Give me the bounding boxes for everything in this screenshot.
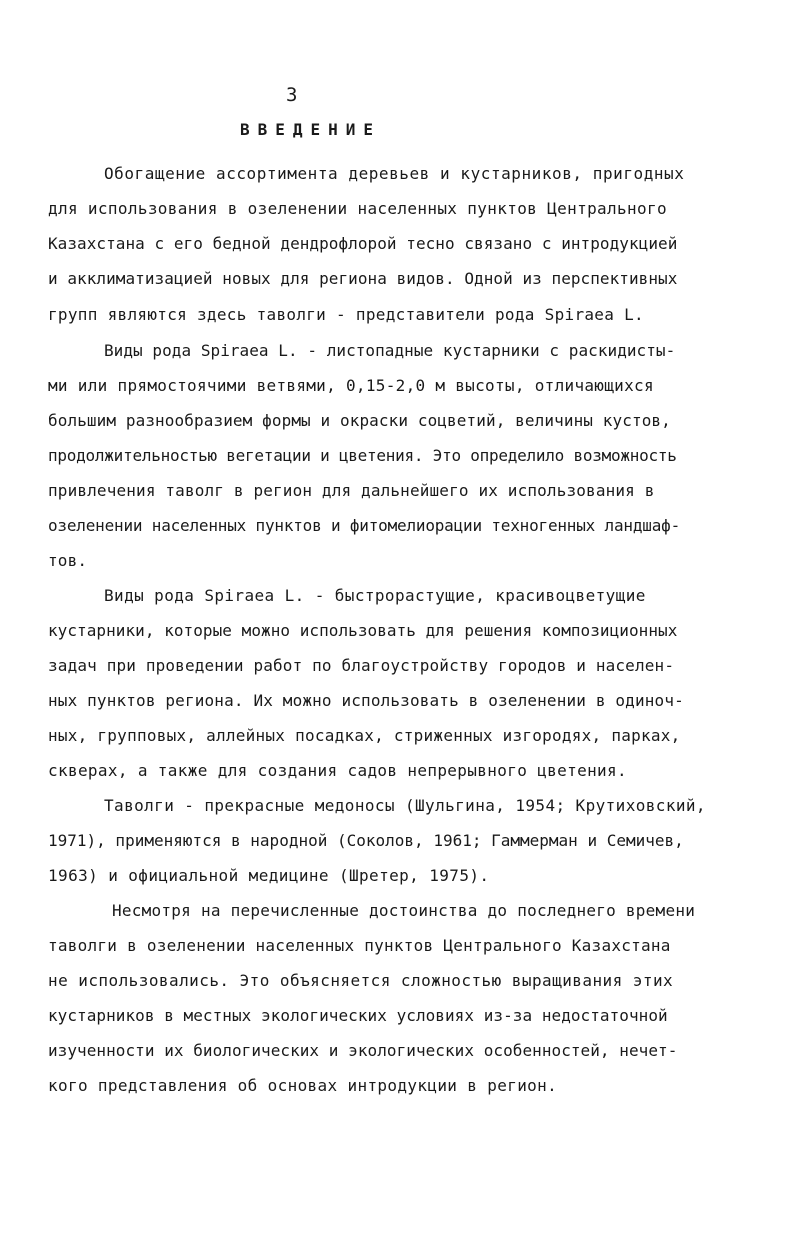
page-number: 3: [286, 84, 298, 106]
text-line: и акклиматизацией новых для региона видов. Одной из перспективных: [48, 269, 678, 288]
text-line: ми или прямостоячими ветвями, 0,15-2,0 м высоты, отличающихся: [48, 376, 654, 395]
text-line: большим разнообразием формы и окраски соцветий, величины кустов,: [48, 411, 671, 430]
text-line: ных, групповых, аллейных посадках, стриженных изгородях, парках,: [48, 726, 681, 745]
text-line: задач при проведении работ по благоустройству городов и населен-: [48, 656, 675, 675]
text-line: озеленении населенных пунктов и фитомелиорации техногенных ландшаф-: [48, 516, 680, 535]
text-line: кого представления об основах интродукции в регион.: [48, 1076, 558, 1095]
text-line: Казахстана с его бедной дендрофлорой тесно связано с интродукцией: [48, 234, 678, 253]
text-line: Виды рода Spiraea L. - быстрорастущие, красивоцветущие: [104, 586, 646, 605]
text-line: 1971), применяются в народной (Соколов, 1961; Гаммерман и Семичев,: [48, 831, 684, 850]
text-line: Таволги - прекрасные медоносы (Шульгина, 1954; Крутиховский,: [104, 796, 706, 815]
text-line: изученности их биологических и экологических особенностей, нечет-: [48, 1041, 678, 1060]
text-line: для использования в озеленении населенных пунктов Центрального: [48, 199, 667, 218]
text-line: Несмотря на перечисленные достоинства до последнего времени: [112, 901, 696, 920]
text-line: 1963) и официальной медицине (Шретер, 1975).: [48, 866, 490, 885]
text-line: кустарники, которые можно использовать для решения композиционных: [48, 621, 678, 640]
text-line: скверах, а также для создания садов непрерывного цветения.: [48, 761, 628, 780]
text-line: Виды рода Spiraea L. - листопадные кустарники с раскидисты-: [104, 341, 676, 360]
text-line: групп являются здесь таволги - представители рода Spiraea L.: [48, 305, 644, 324]
text-line: тов.: [48, 551, 88, 570]
text-line: таволги в озеленении населенных пунктов Центрального Казахстана: [48, 936, 671, 955]
text-line: кустарников в местных экологических условиях из-за недостаточной: [48, 1006, 668, 1025]
text-line: Обогащение ассортимента деревьев и кустарников, пригодных: [104, 164, 685, 183]
text-line: продолжительностью вегетации и цветения. Это определило возможность: [48, 446, 677, 465]
text-line: не использовались. Это объясняется сложностью выращивания этих: [48, 971, 674, 990]
text-line: ных пунктов региона. Их можно использовать в озеленении в одиноч-: [48, 691, 684, 710]
text-line: привлечения таволг в регион для дальнейшего их использования в: [48, 481, 655, 500]
section-title: ВВЕДЕНИЕ: [240, 120, 382, 139]
